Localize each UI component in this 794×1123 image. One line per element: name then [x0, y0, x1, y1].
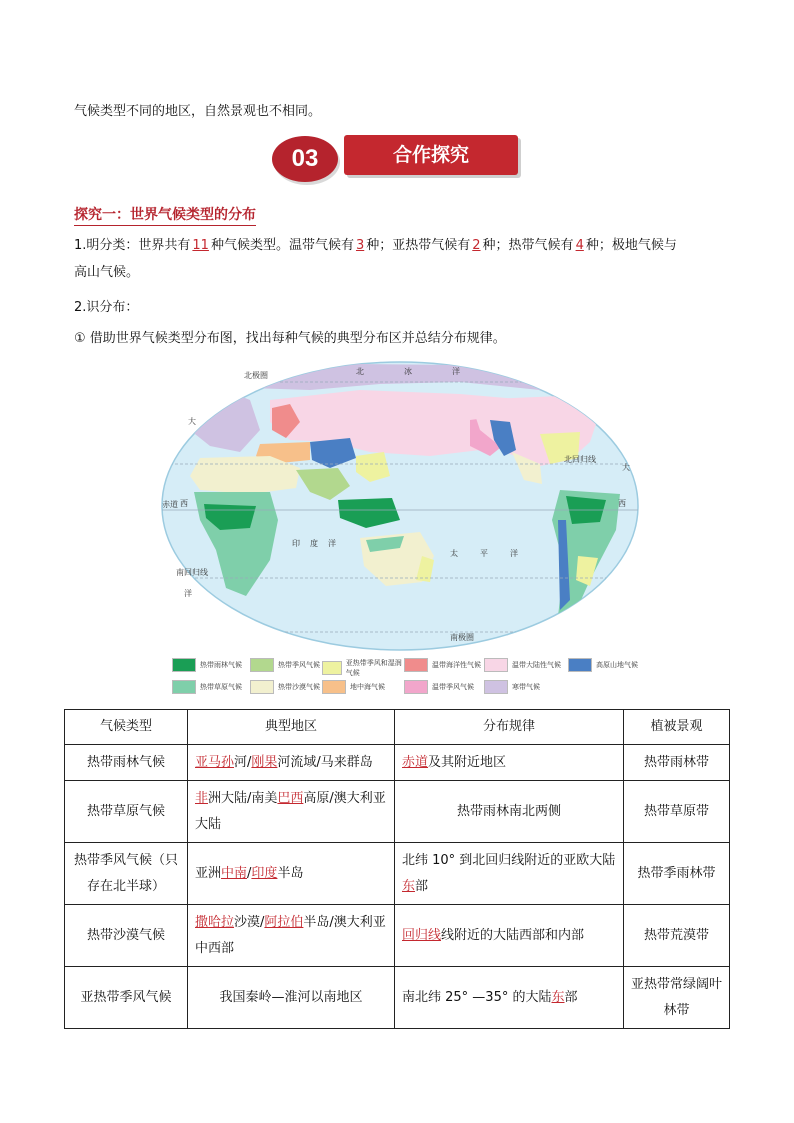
- cell-region: [188, 967, 395, 1029]
- answer-blank: 3: [355, 238, 365, 253]
- label-tropic-south: 南回归线: [176, 568, 208, 577]
- cell-climate-type: 热带雨林气候: [65, 745, 188, 781]
- col-header-vegetation: 植被景观: [624, 710, 730, 745]
- answer-highlight: 回归线: [402, 927, 442, 943]
- cell-text: 及其附近地区: [428, 754, 507, 770]
- answer-highlight: 中南: [221, 865, 248, 881]
- legend-swatch: [172, 680, 196, 694]
- legend-item: 高原山地气候: [568, 658, 638, 672]
- cell-rule: [395, 905, 624, 967]
- cell-text: 半岛/澳大利亚中西部: [195, 914, 386, 956]
- label-atlantic-3: 洋: [184, 589, 192, 598]
- cell-vegetation: 热带季雨林带: [624, 843, 730, 905]
- legend-swatch: [172, 658, 196, 672]
- legend-swatch: [404, 680, 428, 694]
- legend-swatch: [322, 661, 342, 675]
- label-tropic-north: 北回归线: [564, 455, 596, 464]
- legend-item: 热带草原气候: [172, 680, 242, 694]
- legend-swatch: [484, 680, 508, 694]
- question-2-item: ① 借助世界气候类型分布图，找出每种气候的典型分布区并总结分布规律。: [74, 331, 506, 346]
- question-1: [74, 232, 677, 286]
- table-row: [65, 967, 730, 1029]
- cell-rule: [395, 745, 624, 781]
- label-pacific-1: 太: [450, 549, 458, 558]
- q1-text: 种；极地气候与: [585, 238, 677, 253]
- legend-item: 热带季风气候: [250, 658, 320, 672]
- cell-text: 热带雨林南北两侧: [456, 803, 561, 819]
- answer-highlight: 阿拉伯: [264, 914, 304, 930]
- label-north-pole-circle: 北极圈: [244, 371, 268, 380]
- table-row: [65, 745, 730, 781]
- q1-text: 种气候类型。温带气候有: [210, 238, 354, 253]
- label-atlantic-1: 大: [188, 417, 196, 426]
- legend-swatch: [484, 658, 508, 672]
- question-2: 2.识分布：: [74, 300, 139, 315]
- cell-region: [188, 843, 395, 905]
- table-row: [65, 781, 730, 843]
- q1-text: 种；热带气候有: [482, 238, 574, 253]
- cell-text: 北纬 10° 到北回归线附近的亚欧大陆: [402, 852, 616, 868]
- cell-text: 亚洲: [195, 865, 222, 881]
- legend-item: 温带海洋性气候: [404, 658, 481, 672]
- label-atlantic-r-1: 大: [622, 463, 630, 472]
- cell-text: /: [247, 865, 252, 881]
- section-banner-title: 合作探究: [344, 135, 518, 175]
- climate-table: [64, 709, 730, 1029]
- cell-climate-type: 热带季风气候（只存在北半球）: [65, 843, 188, 905]
- cell-text: 半岛: [277, 865, 304, 881]
- label-indian-2: 度: [310, 539, 318, 548]
- cell-text: 线附近的大陆西部和内部: [441, 927, 585, 943]
- label-antarctic-circle: 南极圈: [450, 633, 474, 642]
- cell-text: 河流域/马来群岛: [277, 754, 373, 770]
- label-atlantic-r-2: 西: [618, 499, 626, 508]
- legend-swatch: [404, 658, 428, 672]
- answer-blank: 11: [192, 238, 209, 253]
- answer-highlight: 印度: [251, 865, 278, 881]
- answer-blank: 4: [575, 238, 584, 253]
- cell-vegetation: 亚热带常绿阔叶林带: [624, 967, 730, 1029]
- label-indian-3: 洋: [328, 539, 336, 548]
- world-climate-map: [160, 360, 640, 652]
- cell-text: 南北纬 25° —35° 的大陆: [402, 989, 552, 1005]
- label-arctic-1: 北: [356, 367, 364, 376]
- label-pacific-3: 洋: [510, 549, 518, 558]
- cell-region: [188, 781, 395, 843]
- cell-text: 河/: [234, 754, 252, 770]
- legend-swatch: [568, 658, 592, 672]
- q1-text: 种；亚热带气候有: [366, 238, 471, 253]
- legend-item: 热带沙漠气候: [250, 680, 320, 694]
- table-row: [65, 843, 730, 905]
- intro-text: 气候类型不同的地区，自然景观也不相同。: [74, 104, 322, 119]
- inquiry-title: 探究一：世界气候类型的分布: [74, 204, 256, 226]
- answer-highlight: 非: [195, 790, 209, 806]
- answer-highlight: 东: [551, 989, 565, 1005]
- cell-climate-type: 亚热带季风气候: [65, 967, 188, 1029]
- legend-swatch: [322, 680, 346, 694]
- answer-highlight: 东: [402, 878, 416, 894]
- col-header-rule: 分布规律: [395, 710, 624, 745]
- cell-vegetation: 热带荒漠带: [624, 905, 730, 967]
- legend-swatch: [250, 680, 274, 694]
- label-atlantic-2: 西: [180, 499, 188, 508]
- label-equator: 赤道: [162, 500, 178, 509]
- legend-item: 温带大陆性气候: [484, 658, 561, 672]
- cell-text: 洲大陆/南美: [208, 790, 278, 806]
- label-pacific-2: 平: [480, 549, 488, 558]
- q1-text: 1.明分类：世界共有: [74, 238, 191, 253]
- answer-highlight: 赤道: [402, 754, 429, 770]
- legend-item: 温带季风气候: [404, 680, 474, 694]
- map-legend: [172, 658, 642, 698]
- col-header-region: 典型地区: [188, 710, 395, 745]
- cell-vegetation: 热带雨林带: [624, 745, 730, 781]
- label-indian-1: 印: [292, 539, 300, 548]
- legend-item: 亚热带季风和湿润气候: [322, 658, 402, 678]
- table-header-row: [65, 710, 730, 745]
- cell-climate-type: 热带沙漠气候: [65, 905, 188, 967]
- answer-highlight: 亚马孙: [195, 754, 235, 770]
- cell-vegetation: 热带草原带: [624, 781, 730, 843]
- section-number-badge: 03: [272, 136, 338, 182]
- cell-text: 高原/澳大利亚大陆: [195, 790, 386, 832]
- answer-highlight: 巴西: [277, 790, 304, 806]
- table-row: [65, 905, 730, 967]
- legend-item: 热带雨林气候: [172, 658, 242, 672]
- cell-rule: [395, 781, 624, 843]
- section-banner: [272, 132, 522, 182]
- legend-swatch: [250, 658, 274, 672]
- cell-climate-type: 热带草原气候: [65, 781, 188, 843]
- q1-text: 高山气候。: [74, 265, 140, 280]
- cell-region: [188, 905, 395, 967]
- cell-rule: [395, 843, 624, 905]
- label-arctic-3: 洋: [452, 367, 460, 376]
- legend-item: 地中海气候: [322, 680, 385, 694]
- cell-text: 部: [564, 989, 578, 1005]
- col-header-type: 气候类型: [65, 710, 188, 745]
- legend-item: 寒带气候: [484, 680, 540, 694]
- cell-text: 我国秦岭—淮河以南地区: [219, 989, 363, 1005]
- answer-highlight: 撒哈拉: [195, 914, 235, 930]
- cell-rule: [395, 967, 624, 1029]
- answer-blank: 2: [472, 238, 481, 253]
- answer-highlight: 刚果: [251, 754, 278, 770]
- cell-region: [188, 745, 395, 781]
- label-arctic-2: 冰: [404, 367, 412, 376]
- cell-text: 沙漠/: [234, 914, 265, 930]
- cell-text: 部: [415, 878, 429, 894]
